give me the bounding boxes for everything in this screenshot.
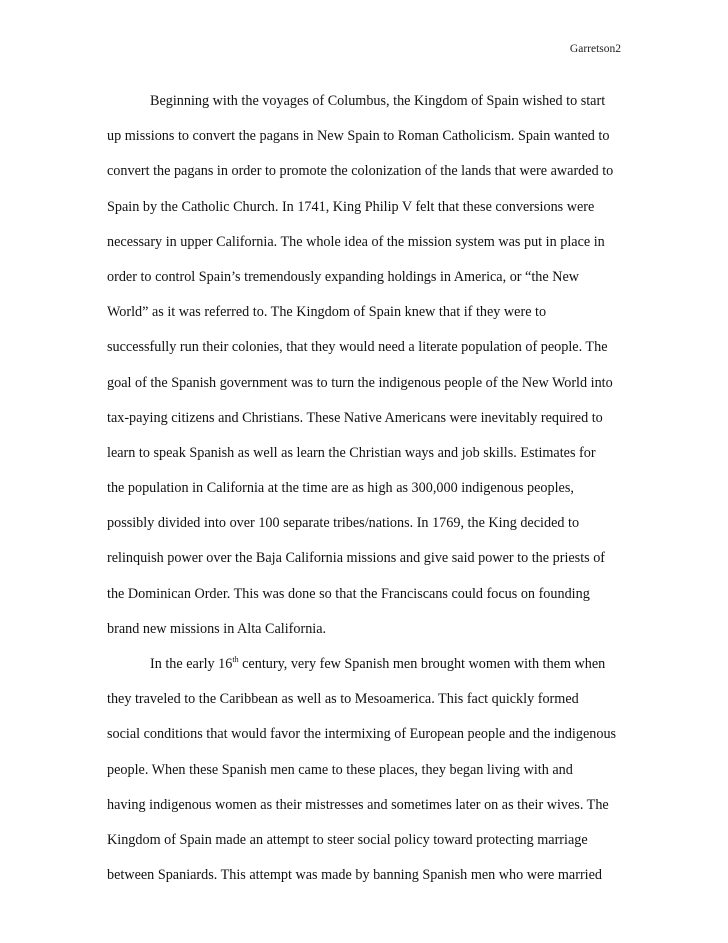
text-line: Spain by the Catholic Church. In 1741, King Philip V felt that these conversions were <box>107 198 595 215</box>
text-line: they traveled to the Caribbean as well as to Mesoamerica. This fact quickly formed <box>107 691 579 708</box>
text-line: social conditions that would favor the intermixing of European people and the indigenous <box>107 726 617 743</box>
text-line: brand new missions in Alta California. <box>107 620 327 637</box>
superscript: th <box>232 655 239 664</box>
text-fragment: century, very few Spanish men brought women with them when <box>238 656 606 672</box>
text-line: goal of the Spanish government was to turn the indigenous people of the New World into <box>107 374 613 391</box>
text-line: order to control Spain’s tremendously expanding holdings in America, or “the New <box>107 268 580 285</box>
text-line: World” as it was referred to. The Kingdom of Spain knew that if they were to <box>107 304 547 321</box>
text-line: necessary in upper California. The whole idea of the mission system was put in place in <box>107 233 605 250</box>
text-line: Kingdom of Spain made an attempt to steer social policy toward protecting marriage <box>107 831 588 848</box>
text-line: learn to speak Spanish as well as learn the Christian ways and job skills. Estimates for <box>107 444 596 461</box>
text-line <box>107 647 622 682</box>
text-line: convert the pagans in order to promote the colonization of the lands that were awarded to <box>107 163 614 180</box>
text-line: tax-paying citizens and Christians. These Native Americans were inevitably required to <box>107 409 603 426</box>
text-line: Beginning with the voyages of Columbus, the Kingdom of Spain wished to start <box>150 93 606 109</box>
document-body <box>107 84 622 893</box>
text-line: the population in California at the time are as high as 300,000 indigenous peoples, <box>107 480 574 497</box>
text-fragment: In the early 16 <box>150 656 233 672</box>
text-line: between Spaniards. This attempt was made by banning Spanish men who were married <box>107 867 602 884</box>
text-line: successfully run their colonies, that they would need a literate population of people. The <box>107 339 608 356</box>
text-line: possibly divided into over 100 separate tribes/nations. In 1769, the King decided to <box>107 515 580 532</box>
text-line: relinquish power over the Baja California missions and give said power to the priests of <box>107 550 606 567</box>
text-line: people. When these Spanish men came to these places, they began living with and <box>107 761 573 778</box>
running-head: Garretson2 <box>569 43 621 55</box>
text-line: having indigenous women as their mistresses and sometimes later on as their wives. The <box>107 796 609 813</box>
text-line: up missions to convert the pagans in New Spain to Roman Catholicism. Spain wanted to <box>107 128 610 145</box>
text-line: the Dominican Order. This was done so that the Franciscans could focus on founding <box>107 585 590 602</box>
